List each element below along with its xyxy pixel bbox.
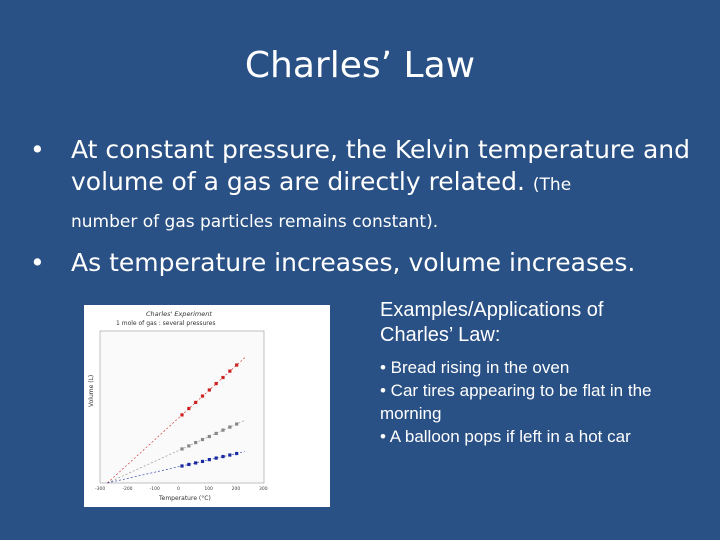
data-point	[208, 388, 211, 391]
data-point	[187, 407, 190, 410]
data-point	[215, 382, 218, 385]
chart-subtitle: 1 mole of gas : several pressures	[116, 320, 216, 327]
bullet-text: As temperature increases, volume increases.	[71, 248, 636, 277]
data-point	[215, 456, 218, 459]
data-point	[201, 438, 204, 441]
data-point	[201, 394, 204, 397]
data-point	[187, 463, 190, 466]
bullet-text	[71, 134, 700, 201]
bullet-subline: number of gas particles remains constant).	[71, 212, 439, 232]
example-item: • Bread rising in the oven	[380, 358, 570, 377]
bullet-marker: •	[30, 135, 45, 164]
data-point	[201, 460, 204, 463]
x-tick-label: 100	[204, 487, 213, 492]
data-point	[187, 444, 190, 447]
chart-y-label: Volume (L)	[88, 374, 95, 407]
data-point	[180, 447, 183, 450]
x-tick-label: -100	[149, 487, 160, 492]
data-point	[235, 452, 238, 455]
x-tick-label: 0	[177, 487, 180, 492]
example-item: • A balloon pops if left in a hot car	[380, 427, 631, 446]
examples-heading: Examples/Applications of Charles’ Law:	[380, 299, 604, 346]
data-point	[228, 453, 231, 456]
data-point	[208, 435, 211, 438]
chart-title: Charles' Experiment	[146, 310, 212, 318]
data-point	[235, 422, 238, 425]
x-tick-label: -200	[122, 487, 133, 492]
bullet-small-text: (The	[532, 175, 572, 195]
examples-list	[380, 356, 670, 448]
bullet-marker: •	[30, 248, 45, 277]
chart-plot-area	[95, 331, 268, 492]
slide-title: Charles’ Law	[244, 45, 476, 86]
data-point	[228, 370, 231, 373]
bullet-kelvin-volume	[30, 134, 700, 235]
example-item: • Car tires appearing to be flat in the morning	[380, 381, 652, 423]
bullet-temperature-volume	[30, 246, 710, 280]
data-point	[180, 464, 183, 467]
x-tick-label: 300	[259, 487, 268, 492]
data-point	[235, 363, 238, 366]
data-point	[221, 376, 224, 379]
bullet-main-text: At constant pressure, the Kelvin temperature and volume of a gas are directly related.	[71, 135, 691, 196]
chart-svg	[84, 305, 330, 507]
charles-law-chart	[84, 305, 330, 507]
x-tick-label: -300	[95, 487, 106, 492]
data-point	[208, 458, 211, 461]
data-point	[228, 425, 231, 428]
data-point	[221, 429, 224, 432]
data-point	[194, 401, 197, 404]
data-point	[194, 441, 197, 444]
chart-frame	[100, 331, 264, 483]
x-tick-label: 200	[231, 487, 241, 492]
data-point	[221, 455, 224, 458]
chart-x-label: Temperature (°C)	[159, 495, 211, 502]
data-point	[180, 413, 183, 416]
examples-panel	[380, 298, 670, 448]
data-point	[215, 432, 218, 435]
data-point	[194, 461, 197, 464]
